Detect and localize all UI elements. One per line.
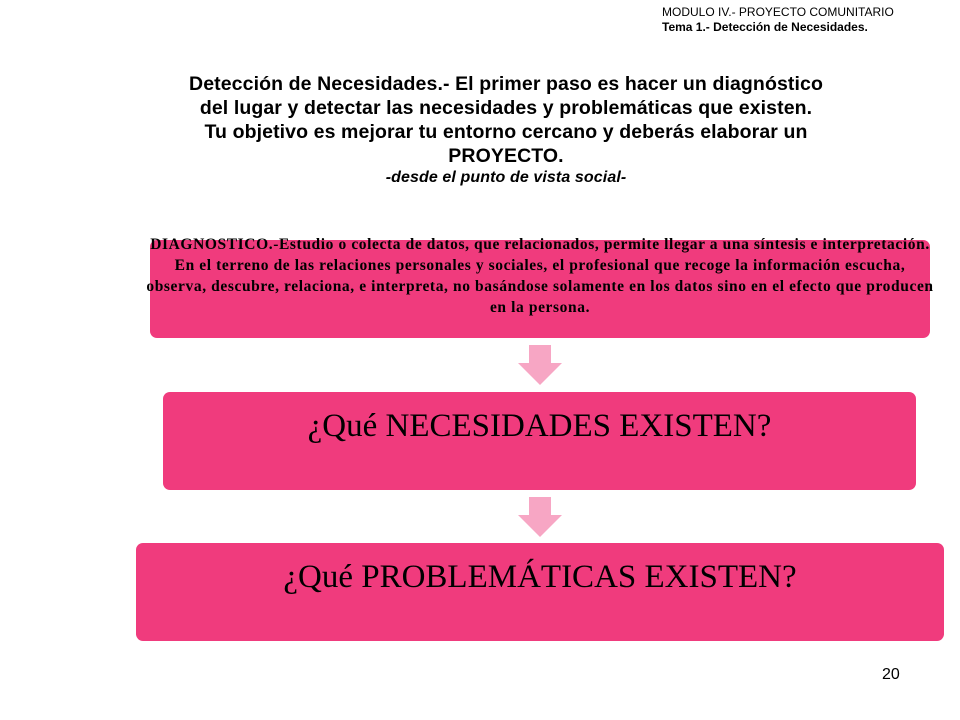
necesidades-box: [163, 392, 916, 490]
problematicas-question: ¿Qué PROBLEMÁTICAS EXISTEN?: [283, 559, 797, 595]
title-line-1: Detección de Necesidades.- El primer paso es hacer un diagnóstico: [189, 73, 823, 95]
diagnostico-text: DIAGNOSTICO.-Estudio o colecta de datos, que relacionados, permite llegar a una síntesis e interpretación. En el terreno de las relaciones personales y sociales, el profesional que recoge la información escucha, observa, descubre, relaciona, e interpreta, no basándose solamente en los datos sino en el efecto que producen en la persona.: [146, 236, 934, 316]
module-header: [662, 5, 952, 35]
title-line-3: Tu objetivo es mejorar tu entorno cercano y deberás elaborar un: [204, 121, 808, 143]
necesidades-question: ¿Qué NECESIDADES EXISTEN?: [307, 408, 772, 444]
problematicas-box: [136, 543, 944, 641]
down-arrow-icon: [518, 497, 562, 537]
topic-title: Tema 1.- Detección de Necesidades.: [662, 20, 868, 34]
down-arrow-icon: [518, 345, 562, 385]
page-number: 20: [882, 666, 900, 683]
diagnostico-box: [146, 236, 934, 338]
page-subtitle: -desde el punto de vista social-: [385, 169, 627, 186]
page-title: [100, 72, 912, 188]
module-title: MODULO IV.- PROYECTO COMUNITARIO: [662, 5, 894, 19]
title-line-4: PROYECTO.: [448, 145, 564, 167]
title-line-2: del lugar y detectar las necesidades y problemáticas que existen.: [199, 97, 813, 119]
